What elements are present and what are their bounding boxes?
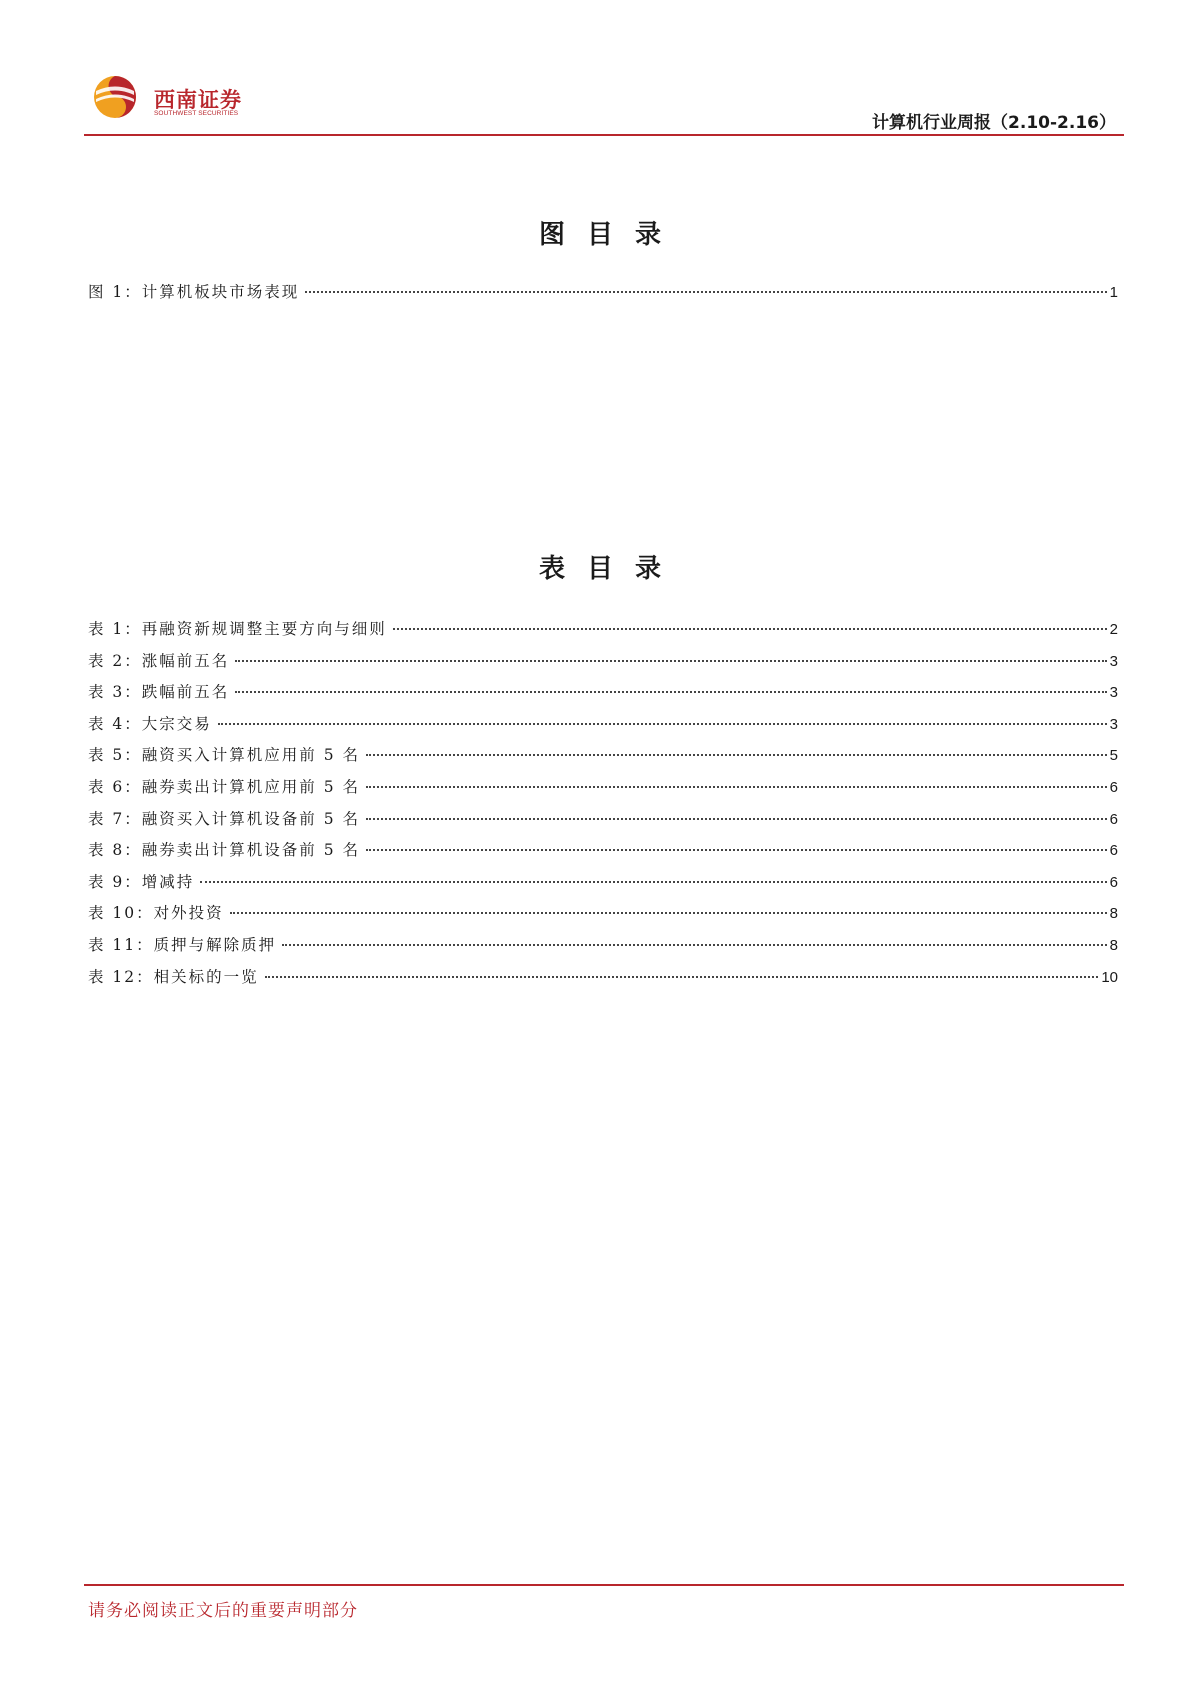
toc-entry-label: 表 3：跌幅前五名 [88, 683, 230, 702]
toc-dot-leader [218, 723, 1107, 725]
toc-dot-leader [305, 291, 1106, 293]
report-title: 计算机行业周报（2.10-2.16） [872, 113, 1116, 133]
toc-entry-page: 3 [1109, 652, 1118, 670]
figures-toc-list [88, 280, 1118, 312]
toc-entry-page: 8 [1109, 905, 1118, 923]
toc-entry-label: 表 1：再融资新规调整主要方向与细则 [88, 620, 387, 638]
toc-entry-table[interactable] [88, 870, 1118, 902]
toc-entry-table[interactable] [88, 617, 1118, 649]
toc-entry-table[interactable] [88, 901, 1118, 933]
toc-entry-page: 8 [1109, 936, 1118, 954]
toc-dot-leader [235, 660, 1106, 662]
figures-toc-title: 图目录 [538, 220, 683, 250]
toc-entry-label: 表 6：融券卖出计算机应用前 5 名 [88, 777, 361, 796]
toc-dot-leader [366, 849, 1107, 851]
tables-toc-list [88, 617, 1118, 996]
toc-dot-leader [230, 912, 1107, 914]
toc-entry-page: 6 [1109, 810, 1118, 828]
toc-entry-table[interactable] [88, 807, 1118, 839]
toc-entry-page: 3 [1109, 684, 1118, 702]
toc-entry-label: 表 11：质押与解除质押 [88, 935, 277, 954]
toc-entry-table[interactable] [88, 680, 1118, 712]
toc-entry-page: 6 [1109, 842, 1118, 860]
page-header [84, 70, 1124, 138]
toc-dot-leader [200, 881, 1106, 883]
toc-entry-page: 1 [1109, 284, 1118, 301]
toc-entry-table[interactable] [88, 649, 1118, 681]
toc-dot-leader [366, 754, 1107, 756]
toc-entry-page: 10 [1101, 968, 1118, 986]
toc-entry-page: 2 [1109, 621, 1118, 638]
toc-dot-leader [366, 786, 1107, 788]
tables-toc-title: 表目录 [538, 554, 683, 584]
toc-entry-label: 图 1：计算机板块市场表现 [88, 283, 300, 301]
logo-emblem-icon [92, 74, 138, 120]
toc-entry-table[interactable] [88, 838, 1118, 870]
toc-entry-table[interactable] [88, 965, 1118, 997]
toc-entry-label: 表 5：融资买入计算机应用前 5 名 [88, 746, 361, 765]
toc-entry-table[interactable] [88, 743, 1118, 775]
toc-dot-leader [282, 944, 1107, 946]
toc-entry-table[interactable] [88, 933, 1118, 965]
toc-entry-label: 表 2：涨幅前五名 [88, 651, 230, 670]
toc-entry-page: 6 [1109, 873, 1118, 891]
toc-entry-label: 表 8：融券卖出计算机设备前 5 名 [88, 841, 361, 860]
toc-entry-label: 表 9：增减持 [88, 872, 195, 891]
logo-chinese-name: 西南证券 [154, 87, 242, 112]
toc-dot-leader [366, 818, 1107, 820]
toc-entry-label: 表 12：相关标的一览 [88, 967, 259, 986]
toc-entry-page: 6 [1109, 778, 1118, 796]
header-divider [84, 134, 1124, 136]
toc-dot-leader [265, 976, 1099, 978]
toc-entry-figure[interactable] [88, 280, 1118, 312]
footer-disclaimer: 请务必阅读正文后的重要声明部分 [88, 1601, 358, 1621]
toc-dot-leader [393, 628, 1107, 630]
toc-entry-page: 5 [1109, 747, 1118, 765]
footer-divider [84, 1584, 1124, 1586]
logo-english-name: SOUTHWEST SECURITIES [154, 110, 239, 117]
toc-entry-table[interactable] [88, 775, 1118, 807]
toc-entry-label: 表 10：对外投资 [88, 904, 224, 923]
company-logo [92, 74, 322, 124]
toc-entry-table[interactable] [88, 712, 1118, 744]
toc-entry-page: 3 [1109, 715, 1118, 733]
toc-dot-leader [235, 691, 1106, 693]
toc-entry-label: 表 4：大宗交易 [88, 714, 212, 733]
toc-entry-label: 表 7：融资买入计算机设备前 5 名 [88, 809, 361, 828]
